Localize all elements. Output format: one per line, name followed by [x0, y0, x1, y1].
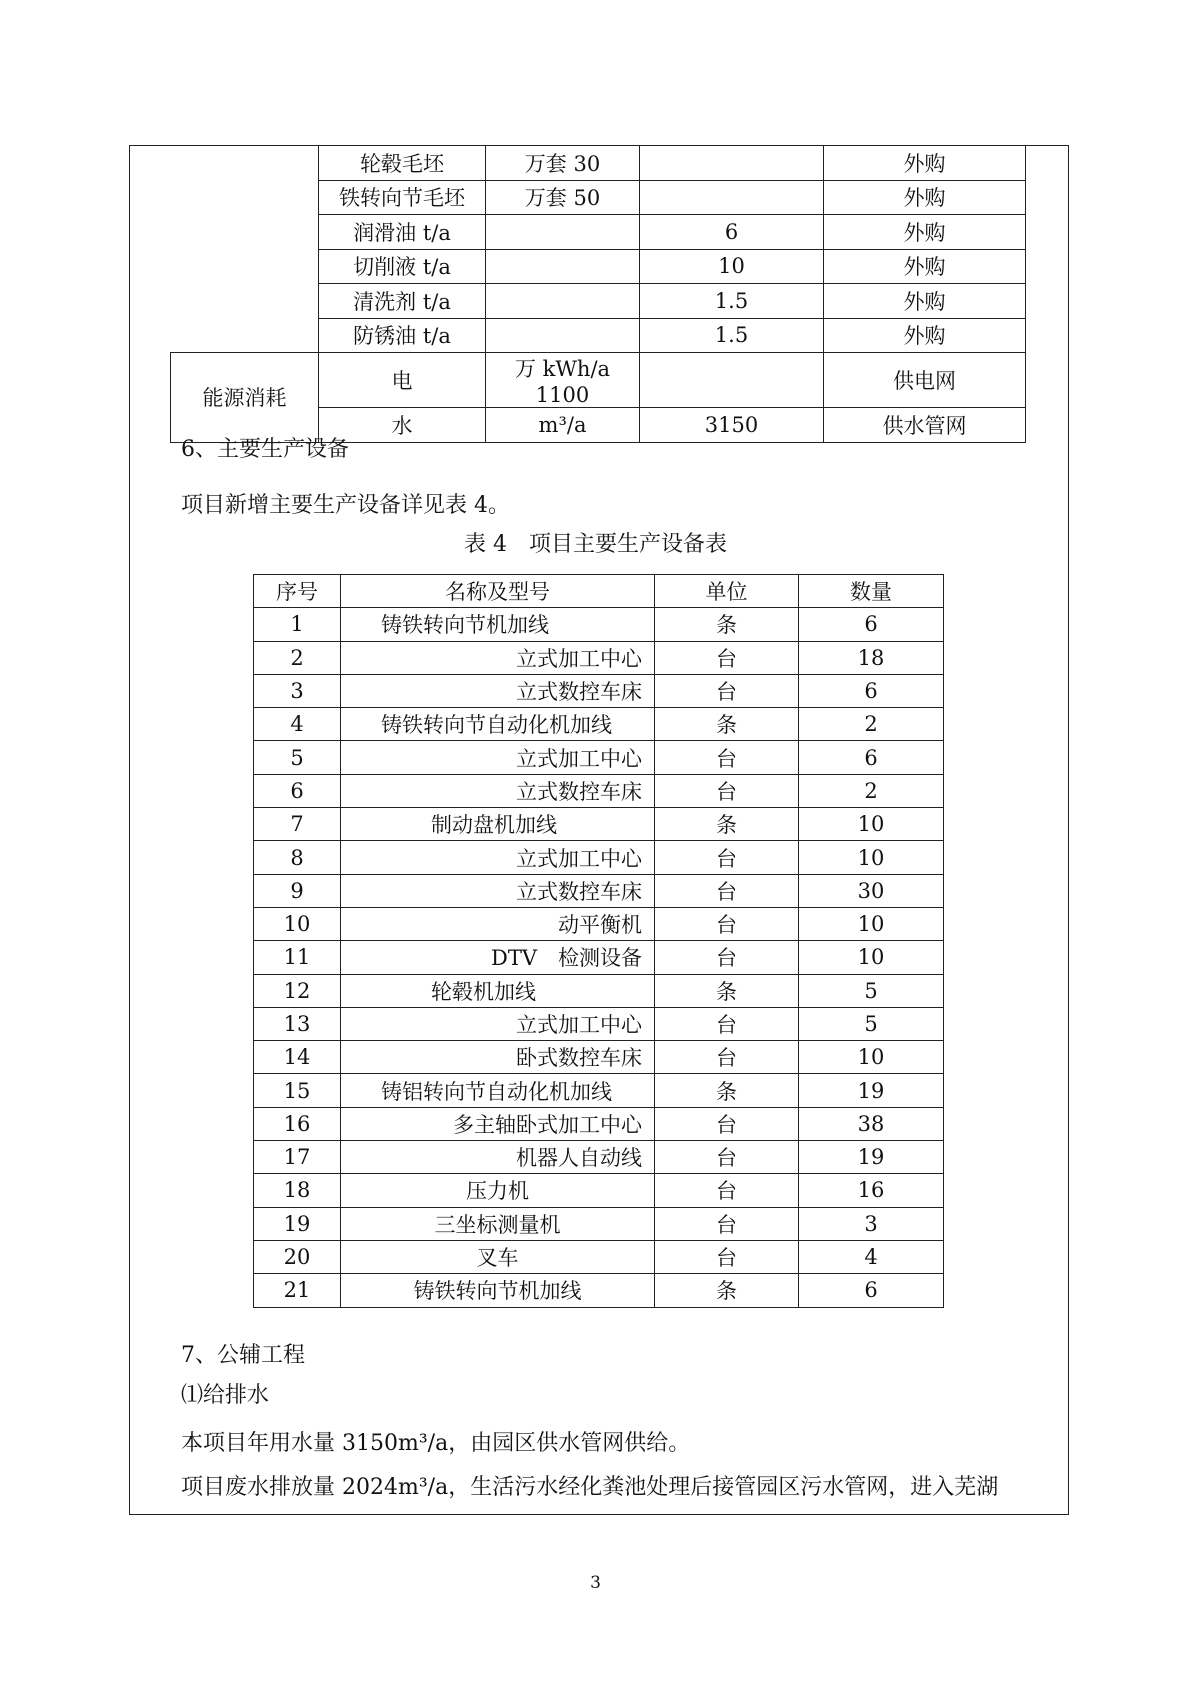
material-amount: 1.5 — [640, 284, 824, 319]
equipment-row — [254, 741, 944, 774]
section7-sub1: ⑴给排水 — [181, 1383, 270, 1408]
equipment-row — [254, 941, 944, 974]
equipment-qty: 4 — [799, 1240, 944, 1273]
material-amount: 1.5 — [640, 318, 824, 353]
equipment-no: 12 — [254, 974, 341, 1007]
equipment-name: 压力机 — [341, 1174, 655, 1207]
equipment-row — [254, 674, 944, 707]
equipment-table — [253, 574, 944, 1308]
material-unit-qty: 万套 50 — [486, 180, 640, 215]
equipment-unit: 台 — [655, 1207, 799, 1240]
equipment-row — [254, 1074, 944, 1107]
material-name: 铁转向节毛坯 — [319, 180, 486, 215]
equipment-qty: 2 — [799, 708, 944, 741]
equipment-no: 10 — [254, 907, 341, 940]
equipment-no: 14 — [254, 1041, 341, 1074]
equipment-qty: 19 — [799, 1074, 944, 1107]
equipment-no: 18 — [254, 1174, 341, 1207]
equipment-name: 铸铁转向节自动化机加线 — [341, 708, 655, 741]
material-unit-qty: 万套 30 — [486, 146, 640, 181]
material-name: 润滑油 t/a — [319, 215, 486, 250]
material-row — [171, 146, 1026, 181]
energy-name: 水 — [319, 408, 486, 443]
section6-intro: 项目新增主要生产设备详见表 4。 — [181, 493, 510, 518]
energy-unit: 万 kWh/a 1100 — [486, 353, 640, 408]
equipment-no: 19 — [254, 1207, 341, 1240]
equipment-qty: 10 — [799, 907, 944, 940]
equipment-name: 动平衡机 — [341, 907, 655, 940]
equipment-row — [254, 608, 944, 641]
equipment-unit: 台 — [655, 841, 799, 874]
equipment-unit: 台 — [655, 907, 799, 940]
material-name: 防锈油 t/a — [319, 318, 486, 353]
equipment-qty: 30 — [799, 874, 944, 907]
equipment-unit: 台 — [655, 1041, 799, 1074]
equipment-no: 15 — [254, 1074, 341, 1107]
equipment-no: 11 — [254, 941, 341, 974]
equipment-name: 轮毂机加线 — [341, 974, 655, 1007]
equipment-unit: 台 — [655, 674, 799, 707]
equipment-unit: 条 — [655, 1274, 799, 1307]
equipment-row — [254, 1240, 944, 1273]
equipment-qty: 10 — [799, 808, 944, 841]
energy-label: 能源消耗 — [171, 353, 319, 443]
equipment-qty: 38 — [799, 1107, 944, 1140]
equipment-unit: 条 — [655, 808, 799, 841]
equipment-row — [254, 1174, 944, 1207]
header-unit: 单位 — [655, 575, 799, 608]
material-amount — [640, 146, 824, 181]
equipment-no: 9 — [254, 874, 341, 907]
materials-blank-cell — [171, 146, 319, 353]
material-source: 外购 — [824, 249, 1026, 284]
material-source: 外购 — [824, 318, 1026, 353]
equipment-no: 1 — [254, 608, 341, 641]
equipment-no: 3 — [254, 674, 341, 707]
equipment-unit: 条 — [655, 1074, 799, 1107]
equipment-name: 铸铁转向节机加线 — [341, 1274, 655, 1307]
material-name: 清洗剂 t/a — [319, 284, 486, 319]
equipment-name: 叉车 — [341, 1240, 655, 1273]
equipment-qty: 19 — [799, 1141, 944, 1174]
equipment-row — [254, 1007, 944, 1040]
equipment-unit: 条 — [655, 708, 799, 741]
equipment-qty: 16 — [799, 1174, 944, 1207]
equipment-no: 7 — [254, 808, 341, 841]
section7-line2: 项目废水排放量 2024m³/a，生活污水经化粪池处理后接管园区污水管网，进入芜湖 — [181, 1475, 999, 1500]
equipment-row — [254, 974, 944, 1007]
equipment-row — [254, 774, 944, 807]
equipment-qty: 10 — [799, 841, 944, 874]
equipment-name: DTV 检测设备 — [341, 941, 655, 974]
equipment-name: 立式加工中心 — [341, 1007, 655, 1040]
equipment-row — [254, 874, 944, 907]
energy-source: 供电网 — [824, 353, 1026, 408]
equipment-no: 17 — [254, 1141, 341, 1174]
table4-caption: 表 4 项目主要生产设备表 — [464, 532, 727, 557]
material-source: 外购 — [824, 284, 1026, 319]
equipment-row — [254, 1207, 944, 1240]
equipment-qty: 2 — [799, 774, 944, 807]
equipment-qty: 6 — [799, 741, 944, 774]
equipment-row — [254, 1041, 944, 1074]
equipment-unit: 台 — [655, 1174, 799, 1207]
energy-unit: m³/a — [486, 408, 640, 443]
equipment-unit: 条 — [655, 608, 799, 641]
material-source: 外购 — [824, 215, 1026, 250]
equipment-name: 机器人自动线 — [341, 1141, 655, 1174]
material-name: 轮毂毛坯 — [319, 146, 486, 181]
section6-heading: 6、主要生产设备 — [181, 437, 349, 462]
equipment-name: 卧式数控车床 — [341, 1041, 655, 1074]
equipment-header-row — [254, 575, 944, 608]
equipment-name: 三坐标测量机 — [341, 1207, 655, 1240]
equipment-unit: 台 — [655, 641, 799, 674]
equipment-unit: 台 — [655, 874, 799, 907]
equipment-name: 铸铝转向节自动化机加线 — [341, 1074, 655, 1107]
equipment-row — [254, 641, 944, 674]
material-name: 切削液 t/a — [319, 249, 486, 284]
equipment-no: 21 — [254, 1274, 341, 1307]
energy-source: 供水管网 — [824, 408, 1026, 443]
energy-row — [171, 353, 1026, 408]
equipment-qty: 6 — [799, 674, 944, 707]
equipment-row — [254, 708, 944, 741]
equipment-name: 立式加工中心 — [341, 641, 655, 674]
equipment-row — [254, 1274, 944, 1307]
equipment-qty: 5 — [799, 974, 944, 1007]
energy-amount — [640, 353, 824, 408]
equipment-no: 2 — [254, 641, 341, 674]
material-source: 外购 — [824, 180, 1026, 215]
equipment-unit: 台 — [655, 741, 799, 774]
page-number: 3 — [590, 1573, 601, 1593]
equipment-row — [254, 1141, 944, 1174]
equipment-no: 8 — [254, 841, 341, 874]
equipment-unit: 台 — [655, 941, 799, 974]
material-unit-qty — [486, 318, 640, 353]
section7-line1: 本项目年用水量 3150m³/a，由园区供水管网供给。 — [181, 1431, 691, 1456]
equipment-no: 4 — [254, 708, 341, 741]
material-amount — [640, 180, 824, 215]
header-no: 序号 — [254, 575, 341, 608]
equipment-name: 多主轴卧式加工中心 — [341, 1107, 655, 1140]
material-unit-qty — [486, 284, 640, 319]
equipment-qty: 6 — [799, 1274, 944, 1307]
energy-name: 电 — [319, 353, 486, 408]
material-unit-qty — [486, 215, 640, 250]
equipment-name: 立式数控车床 — [341, 674, 655, 707]
equipment-qty: 6 — [799, 608, 944, 641]
energy-amount: 3150 — [640, 408, 824, 443]
equipment-unit: 台 — [655, 774, 799, 807]
equipment-no: 13 — [254, 1007, 341, 1040]
equipment-no: 5 — [254, 741, 341, 774]
equipment-unit: 条 — [655, 974, 799, 1007]
equipment-no: 20 — [254, 1240, 341, 1273]
equipment-qty: 10 — [799, 941, 944, 974]
section7-heading: 7、公辅工程 — [181, 1343, 305, 1368]
equipment-qty: 10 — [799, 1041, 944, 1074]
header-name: 名称及型号 — [341, 575, 655, 608]
equipment-unit: 台 — [655, 1007, 799, 1040]
equipment-unit: 台 — [655, 1240, 799, 1273]
material-amount: 10 — [640, 249, 824, 284]
equipment-row — [254, 841, 944, 874]
material-source: 外购 — [824, 146, 1026, 181]
equipment-name: 立式数控车床 — [341, 874, 655, 907]
equipment-qty: 5 — [799, 1007, 944, 1040]
equipment-row — [254, 808, 944, 841]
equipment-no: 16 — [254, 1107, 341, 1140]
equipment-name: 立式数控车床 — [341, 774, 655, 807]
equipment-name: 制动盘机加线 — [341, 808, 655, 841]
equipment-qty: 18 — [799, 641, 944, 674]
equipment-name: 立式加工中心 — [341, 841, 655, 874]
equipment-qty: 3 — [799, 1207, 944, 1240]
equipment-row — [254, 907, 944, 940]
equipment-unit: 台 — [655, 1107, 799, 1140]
equipment-no: 6 — [254, 774, 341, 807]
equipment-row — [254, 1107, 944, 1140]
header-qty: 数量 — [799, 575, 944, 608]
material-amount: 6 — [640, 215, 824, 250]
material-unit-qty — [486, 249, 640, 284]
materials-energy-table — [170, 145, 1026, 443]
equipment-unit: 台 — [655, 1141, 799, 1174]
equipment-name: 铸铁转向节机加线 — [341, 608, 655, 641]
equipment-name: 立式加工中心 — [341, 741, 655, 774]
